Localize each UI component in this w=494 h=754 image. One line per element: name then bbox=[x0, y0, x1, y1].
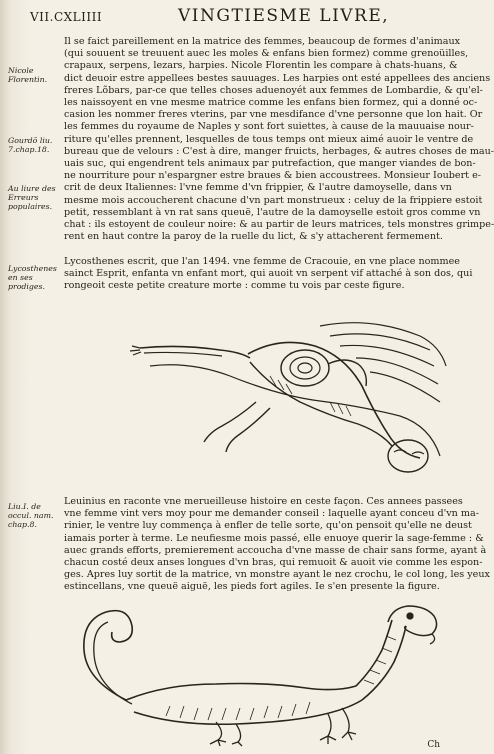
text-line: auec grands efforts, premierement accoucha d'vne masse de chair sans forme, ayant à bbox=[64, 544, 487, 556]
paragraph-leuinius bbox=[64, 496, 490, 594]
text-line: casion les nommer freres vterins, par vne mesdifance d'vne personne que lon hait. Or bbox=[64, 109, 483, 121]
text-line: freres Lõbars, par-ce que telles choses aduenoyét aux femmes de Lombardie, & qu'el- bbox=[64, 84, 483, 96]
margin-note-lycosthenes: Lycosthenes en ses prodiges. bbox=[8, 264, 57, 291]
text-line: dict deuoir estre appellees bestes sauuages. Les harpies ont esté appellees des anciens bbox=[64, 72, 491, 84]
text-line: rinier, le ventre luy commença à enfler de telle sorte, qu'on pensoit qu'elle ne deust bbox=[64, 520, 472, 532]
margin-note-leuinius: Liu.I. de occul. nam. chap.8. bbox=[8, 502, 54, 529]
text-line: ges. Apres luy sortit de la matrice, vn monstre ayant le nez crochu, le col long, les yeux bbox=[64, 569, 490, 581]
text-line: Il se faict pareillement en la matrice des femmes, beaucoup de formes d'animaux bbox=[64, 36, 461, 47]
text-line: petit, ressemblant à vn rat sans queuë, l'autre de la damoyselle estoit gros comme vn bbox=[64, 206, 481, 218]
woodcut-infant-with-serpent bbox=[130, 306, 448, 486]
text-line: Leuinius en raconte vne merueilleuse histoire en ceste façon. Ces annees passees bbox=[64, 496, 463, 507]
text-line: rent en haut contre la paroy de la ruelle du lict, & s'y attacherent fermement. bbox=[64, 231, 443, 243]
paragraph-harpies bbox=[64, 36, 494, 243]
text-line: chacun costé deux anses longues d'vn bras, qui remuoit & auoit vie comme les espon- bbox=[64, 557, 483, 569]
running-title: VINGTIESME LIVRE, bbox=[178, 6, 390, 26]
margin-note-nicole: Nicole Florentin. bbox=[8, 66, 48, 84]
text-line: crit de deux Italiennes: l'vne femme d'vn frippier, & l'autre damoyselle, dans vn bbox=[64, 182, 452, 194]
text-line: Lycosthenes escrit, que l'an 1494. vne femme de Cracouie, en vne place nommee bbox=[64, 256, 460, 267]
text-line: chat : ils estoyent de couleur noire: & au partir de leurs matrices, tels monstres grimpe- bbox=[64, 219, 494, 231]
text-line: estincellans, vne queuë aiguë, les pieds fort agiles. Ie s'en presente la figure. bbox=[64, 581, 440, 593]
margin-note-erreurs: Au liure des Erreurs populaires. bbox=[8, 184, 56, 211]
text-line: les femmes du royaume de Naples y sont fort suiettes, à cause de la mauuaise nour- bbox=[64, 121, 474, 133]
text-line: (qui souuent se treuuent auec les moles & enfans bien formez) comme grenoüilles, bbox=[64, 48, 469, 60]
paragraph-lycosthenes bbox=[64, 256, 473, 293]
text-line: sainct Esprit, enfanta vn enfant mort, qui auoit vn serpent vif attaché à son dos, qui bbox=[64, 268, 473, 280]
text-line: bureau que de velours : C'est à dire, manger fruicts, herbages, & autres choses de mau- bbox=[64, 145, 494, 157]
text-line: vne femme vint vers moy pour me demander conseil : laquelle ayant conceu d'vn ma- bbox=[64, 508, 479, 520]
text-line: ne nourriture pour n'espargner estre braues & bien accoustrees. Monsieur Ioubert e- bbox=[64, 170, 482, 182]
margin-note-gourdon: Gourdõ liu. 7.chap.18. bbox=[8, 136, 53, 154]
text-line: iamais porter à terme. Le neufiesme mois passé, elle enuoye querir la sage-femme : & bbox=[64, 532, 484, 544]
woodcut-monster bbox=[66, 600, 444, 746]
text-line: les naissoyent en vne mesme matrice comme les enfans bien formez, qui a donné oc- bbox=[64, 97, 478, 109]
text-line: riture qu'elles prennent, lesquelles de tous temps ont mieux aimé auoir le ventre de bbox=[64, 133, 474, 145]
folio-number: VII.CXLIIII bbox=[30, 10, 103, 24]
text-line: mesme mois accoucherent chacune d'vn part monstrueux : celuy de la frippiere estoit bbox=[64, 194, 483, 206]
text-line: rongeoit ceste petite creature morte : comme tu vois par ceste figure. bbox=[64, 280, 405, 292]
text-line: crapaux, serpens, lezars, harpies. Nicole Florentin les compare à chats-huans, & bbox=[64, 60, 458, 72]
catchword: Ch bbox=[427, 740, 440, 750]
text-line: uais suc, qui engendrent tels animaux par putrefaction, que manger viandes de bon- bbox=[64, 158, 476, 170]
page-header bbox=[30, 4, 442, 30]
